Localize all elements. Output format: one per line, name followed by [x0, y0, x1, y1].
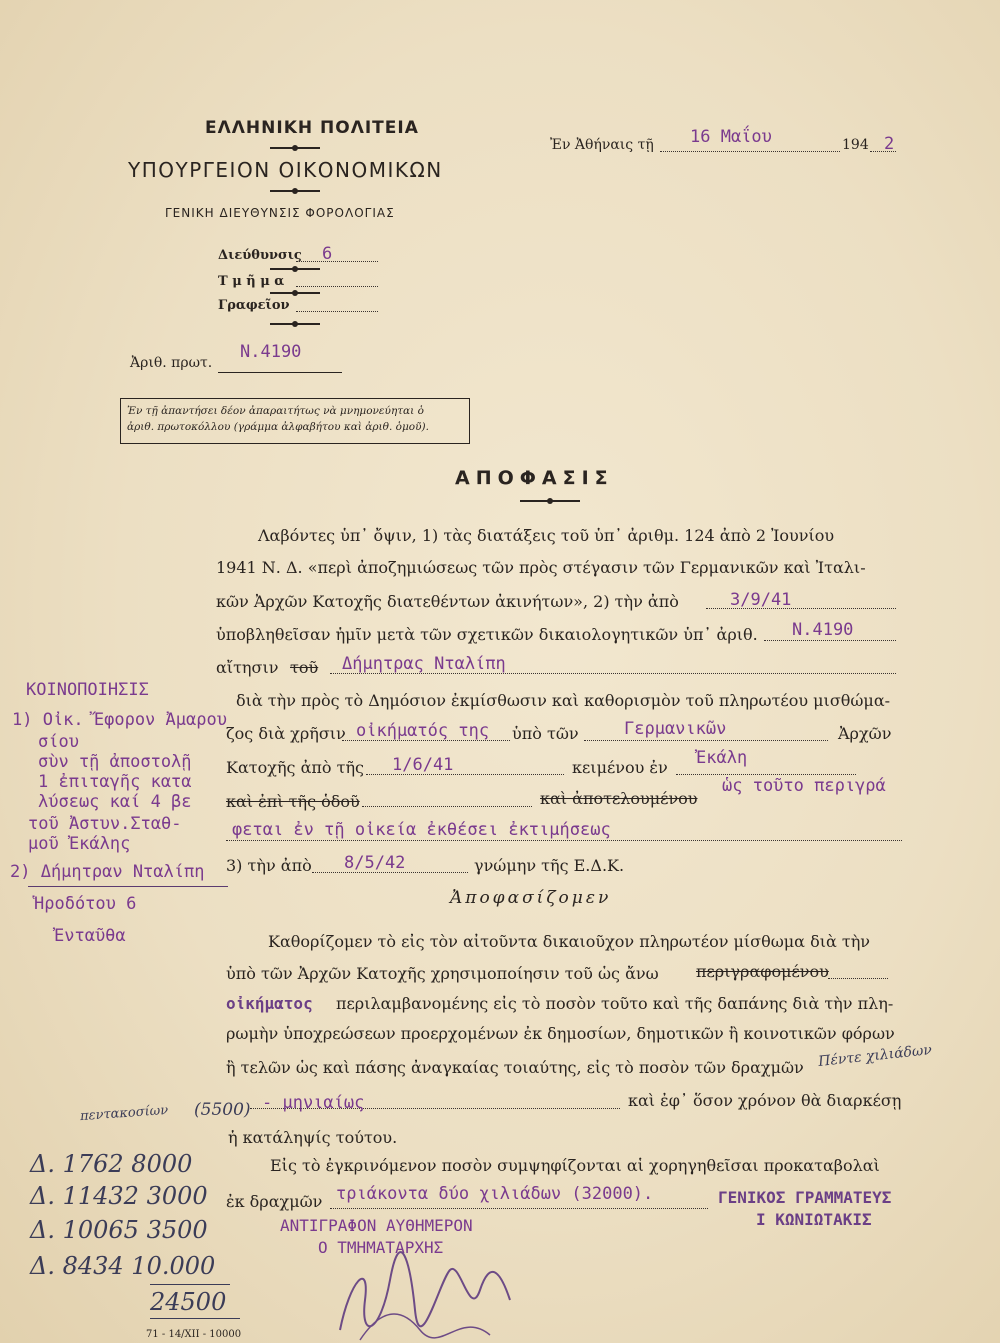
notification-1-line-6: τοῦ Ἀστυν.Σταθ-: [28, 814, 182, 834]
body-line-8b: κειμένου ἐν: [572, 758, 668, 777]
decision-line-5: ἢ τελῶν ὡς καὶ πάσης ἀναγκαίας τοιαύτης, εἰς τὸ ποσὸν τῶν δραχμῶν: [226, 1058, 804, 1077]
location-value: Ἐκάλη: [696, 748, 748, 768]
body-line-2: 1941 Ν. Δ. «περὶ ἀποζημιώσεως τῶν πρὸς στέγασιν τῶν Γερμανικῶν καὶ Ἰταλι-: [216, 558, 866, 577]
notifications-title: ΚΟΙΝΟΠΟΙΗΣΙΣ: [26, 680, 149, 700]
description-value-2: φεται ἐν τῇ οἰκεία ἐκθέσει ἐκτιμήσεως: [232, 820, 611, 840]
copy-stamp-title: ΑΝΤΙΓΡΑΦΟΝ ΑΥΘΗΜΕΡΟΝ: [280, 1216, 473, 1235]
body-line-11b: γνώμην τῆς Ε.Δ.Κ.: [474, 856, 625, 875]
body-line-6: διὰ τὴν πρὸς τὸ Δημόσιον ἐκμίσθωσιν καὶ καθορισμὸν τοῦ πληρωτέου μισθώμα-: [236, 691, 891, 710]
request-date-value: 3/9/41: [730, 590, 792, 610]
protocol-label: Ἀριθ. πρωτ.: [130, 355, 213, 371]
ledger-row-2: Δ. 11432 3000: [30, 1182, 208, 1210]
opinion-date-value: 8/5/42: [344, 853, 406, 873]
section-label: Τ μ ῆ μ α: [218, 274, 285, 289]
state-heading: ΕΛΛΗΝΙΚΗ ΠΟΛΙΤΕΙΑ: [205, 118, 419, 138]
fill-line: [660, 151, 840, 152]
fill-line: [226, 840, 902, 841]
monthly-value: - μηνιαίως: [262, 1093, 365, 1113]
body-line-7c: Ἀρχῶν: [838, 724, 892, 743]
ledger-row-3: Δ. 10065 3500: [30, 1216, 208, 1244]
decision-line-8: Εἰς τὸ ἐγκρινόμενον ποσὸν συμψηφίζονται αἱ χορηγηθεῖσαι προκαταβολαὶ: [270, 1156, 880, 1175]
header-ornament: [270, 323, 320, 325]
directorate-label: Διεύθυνσις: [218, 248, 302, 263]
notification-2-line-1: 2) Δήμητραν Νταλίπη: [10, 862, 205, 882]
fill-line: [296, 286, 378, 287]
note-line-2: ἀριθ. πρωτοκόλλου (γράμμα ἀλφαβήτου καὶ ἀριθ. ὁμοῦ).: [127, 421, 429, 434]
notification-1-line-4: 1 ἐπιταγῆς κατα: [38, 772, 192, 792]
secretary-stamp-title: ΓΕΝΙΚΟΣ ΓΡΑΜΜΑΤΕΥΣ: [718, 1188, 892, 1207]
body-line-7a: ζος διὰ χρῆσιν: [226, 724, 346, 743]
directorate-heading: ΓΕΝΙΚΗ ΔΙΕΥΘΥΝΣΙΣ ΦΟΡΟΛΟΓΙΑΣ: [165, 206, 395, 220]
fill-line: [828, 978, 888, 979]
notification-2-line-2: Ἡροδότου 6: [34, 894, 137, 914]
protocol-line: [218, 372, 342, 373]
advance-amount-value: τριάκοντα δύο χιλιάδων (32000).: [336, 1184, 654, 1204]
print-footer: 71 - 14/XII - 10000: [146, 1329, 242, 1340]
building-value-2: οἰκήματος: [226, 994, 313, 1013]
request-number-value: Ν.4190: [792, 620, 854, 640]
directorate-value: 6: [322, 244, 333, 264]
fill-line: [296, 311, 378, 312]
protocol-value: Ν.4190: [240, 342, 302, 362]
title-ornament: [520, 500, 580, 502]
body-line-5: αἴτησιν: [216, 658, 279, 677]
fill-line: [330, 1208, 708, 1209]
applicant-name-value: Δήμητρας Νταλίπη: [342, 654, 506, 674]
decision-line-3: περιλαμβανομένης εἰς τὸ ποσὸν τοῦτο καὶ τῆς δαπάνης διὰ τὴν πλη-: [336, 994, 894, 1013]
ledger-row-1: Δ. 1762 8000: [30, 1150, 193, 1178]
notification-1-line-2: σίου: [38, 732, 79, 752]
year-prefix: 194: [842, 137, 869, 153]
decision-line-4: ρωμὴν ὑποχρεώσεων προερχομένων ἐκ δημοσίων, δημοτικῶν ἢ κοινοτικῶν φόρων: [226, 1024, 895, 1043]
fill-line: [296, 261, 378, 262]
signature-scribble: [320, 1240, 520, 1343]
fill-line: [362, 806, 532, 807]
struck-described: περιγραφομένου: [696, 962, 829, 981]
handwritten-amount-words: Πέντε χιλιάδων: [817, 1042, 933, 1070]
decision-line-1: Καθορίζομεν τὸ εἰς τὸν αἰτοῦντα δικαιοῦχον πληρωτέον μίσθωμα διὰ τὴν: [268, 932, 871, 951]
decision-subtitle: Ἀποφασίζομεν: [450, 888, 612, 908]
body-line-7b: ὑπὸ τῶν: [512, 724, 579, 743]
notification-underline: [28, 886, 228, 887]
header-ornament: [270, 147, 320, 149]
description-value-1: ὡς τοῦτο περιγρά: [722, 776, 886, 796]
header-ornament: [270, 292, 320, 294]
year-digit: 2: [884, 134, 895, 154]
ledger-total-underline: [150, 1318, 240, 1319]
notification-1-line-1: 1) Οἰκ. Ἔφορον Ἀμαρου: [12, 710, 227, 730]
notification-1-line-3: σὺν τῇ ἀποστολῇ: [38, 752, 192, 772]
reply-note-box: [120, 398, 470, 444]
office-label: Γραφεῖον: [218, 298, 290, 313]
handwritten-amount: (5500): [194, 1100, 251, 1120]
body-line-1: Λαβόντες ὑπ᾽ ὄψιν, 1) τὰς διατάξεις τοῦ ὑπ᾽ ἀριθμ. 124 ἀπὸ 2 Ἰουνίου: [258, 526, 835, 545]
notification-1-line-5: λύσεως καί 4 βε: [38, 792, 192, 812]
ledger-total: 24500: [150, 1288, 227, 1316]
body-line-3: κῶν Ἀρχῶν Κατοχῆς διατεθέντων ἀκινήτων», 2) τὴν ἀπὸ: [216, 592, 679, 611]
handwritten-amount-words-2: πεντακοσίων: [79, 1102, 169, 1125]
note-line-1: Ἐν τῇ ἀπαντήσει δέον ἀπαραιτήτως νὰ μνημονεύηται ὁ: [127, 405, 424, 417]
notification-1-line-7: μοῦ Ἐκάλης: [28, 834, 131, 854]
notification-2-line-3: Ἐνταῦθα: [54, 926, 126, 946]
decision-line-6: καὶ ἐφ᾽ ὅσον χρόνον θὰ διαρκέσῃ: [628, 1091, 902, 1110]
secretary-stamp-name: Ι ΚΩΝΙΩΤΑΚΙΣ: [756, 1210, 872, 1229]
struck-word: τοῦ: [290, 658, 319, 677]
body-line-9b: καὶ ἀποτελουμένου: [540, 789, 698, 808]
decision-line-9: ἐκ δραχμῶν: [226, 1192, 323, 1211]
date-value: 16 Μαΐου: [690, 127, 772, 147]
fill-line: [870, 151, 896, 152]
fill-line: [584, 740, 828, 741]
header-ornament: [270, 190, 320, 192]
struck-street-text: καὶ ἐπὶ τῆς ὁδοῦ: [226, 792, 360, 811]
body-line-8a: Κατοχῆς ἀπὸ τῆς: [226, 758, 365, 777]
body-line-11a: 3) τὴν ἀπὸ: [226, 856, 312, 875]
authority-value: Γερμανικῶν: [624, 719, 727, 739]
dateline-prefix: Ἐν Ἀθήναις τῇ: [550, 137, 654, 153]
decision-line-7: ἡ κατάληψίς τούτου.: [228, 1128, 398, 1147]
header-ornament: [270, 268, 320, 270]
ledger-total-rule: [150, 1284, 230, 1285]
body-line-4: ὑποβληθεῖσαν ἡμῖν μετὰ τῶν σχετικῶν δικαιολογητικῶν ὑπ᾽ ἀριθ.: [216, 625, 758, 644]
document-title: ΑΠΟΦΑΣΙΣ: [455, 467, 614, 489]
copy-stamp-office: Ο ΤΜΗΜΑΤΑΡΧΗΣ: [318, 1238, 444, 1257]
fill-line: [676, 774, 856, 775]
ledger-row-4: Δ. 8434 10.000: [30, 1252, 216, 1280]
ministry-heading: ΥΠΟΥΡΓΕΙΟΝ ΟΙΚΟΝΟΜΙΚΩΝ: [128, 158, 443, 182]
occupation-date-value: 1/6/41: [392, 755, 454, 775]
building-value: οἰκήματός της: [356, 721, 490, 741]
decision-line-2: ὑπὸ τῶν Ἀρχῶν Κατοχῆς χρησιμοποίησιν τοῦ ὡς ἄνω: [226, 964, 659, 983]
fill-line: [764, 640, 896, 641]
